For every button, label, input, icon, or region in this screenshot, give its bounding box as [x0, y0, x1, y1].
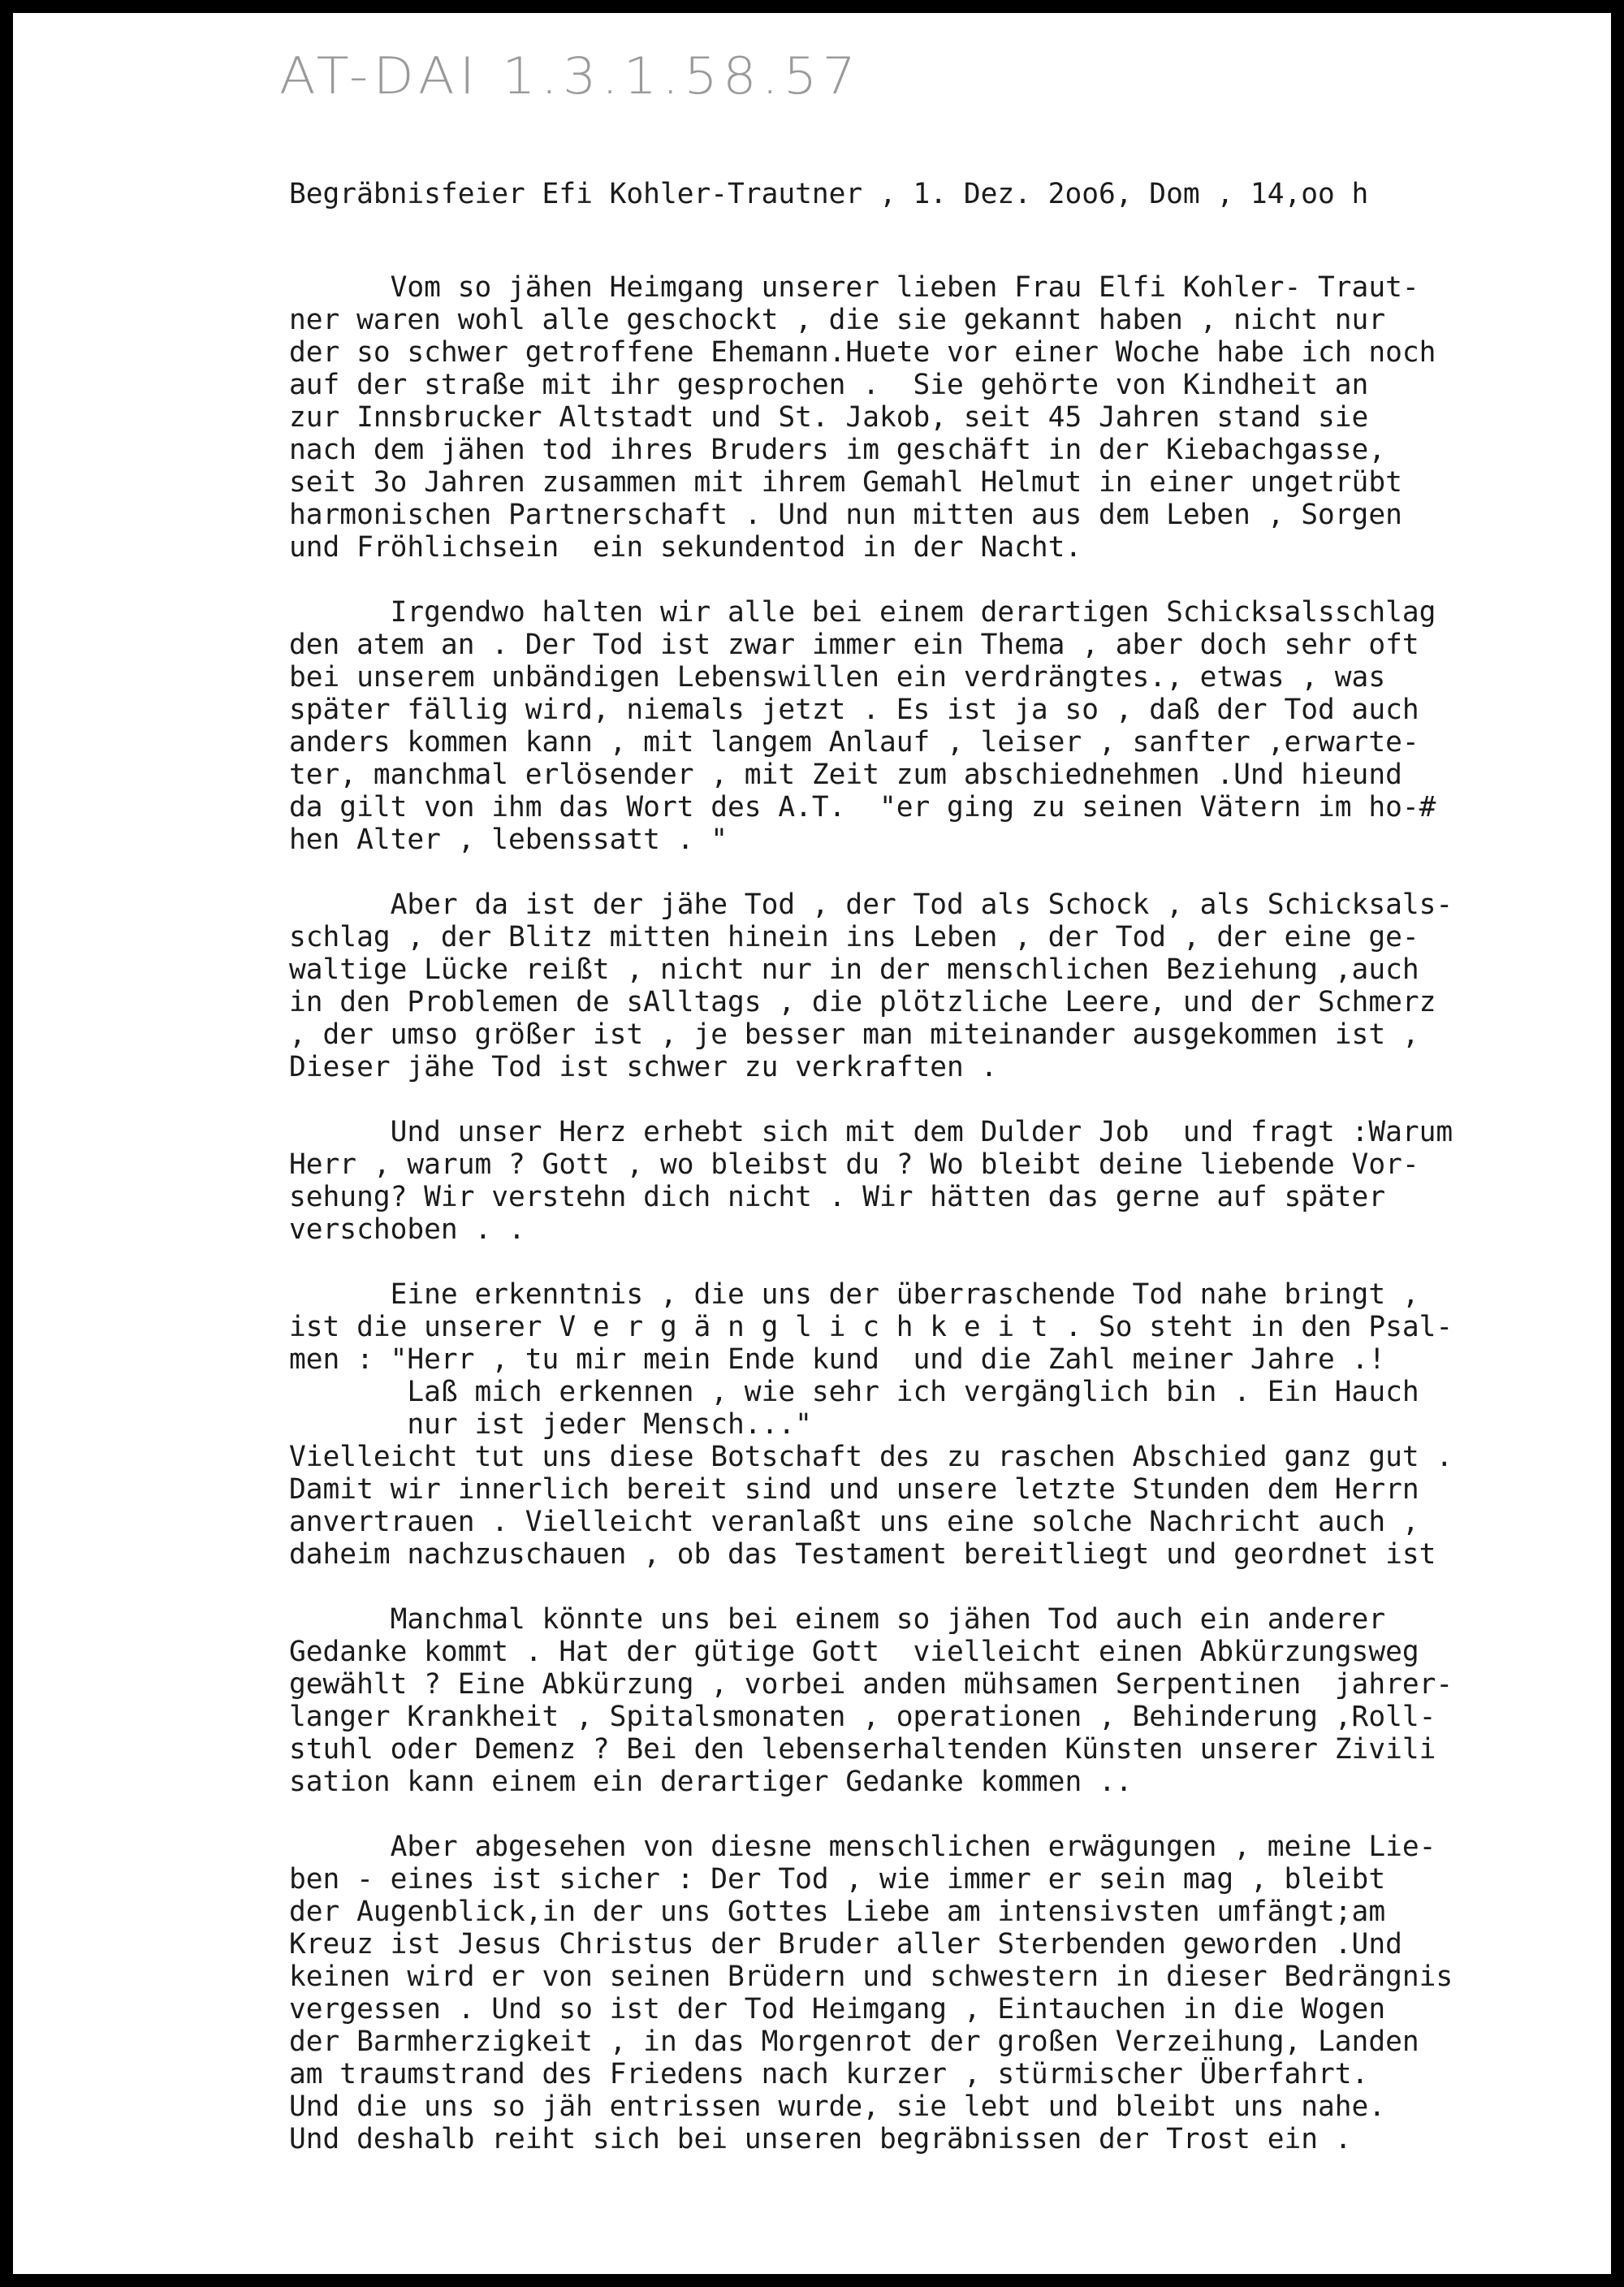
paragraph-gap [289, 1083, 1453, 1116]
document-page [13, 13, 1611, 2274]
paragraph-2-line: hen Alter , lebenssatt . " [289, 824, 728, 856]
paragraph-7-line: Aber abgesehen von diesne menschlichen erwägungen , meine Lie- [289, 1831, 1436, 1863]
paragraph-3-line: in den Problemen de sAlltags , die plötzliche Leere, und der Schmerz [289, 986, 1436, 1018]
paragraph-6-line: Gedanke kommt . Hat der gütige Gott vielleicht einen Abkürzungsweg [289, 1636, 1419, 1668]
paragraph-5-line: nur ist jeder Mensch..." [289, 1408, 812, 1441]
paragraph-2-line: ter, manchmal erlösender , mit Zeit zum abschiednehmen .Und hieund [289, 759, 1402, 791]
paragraph-1-line: zur Innsbrucker Altstadt und St. Jakob, seit 45 Jahren stand sie [289, 401, 1369, 434]
paragraph-5-line: Vielleicht tut uns diese Botschaft des zu raschen Abschied ganz gut . [289, 1441, 1453, 1473]
paragraph-5-line: Laß mich erkennen , wie sehr ich vergänglich bin . Ein Hauch [289, 1376, 1419, 1408]
paragraph-3-line: Dieser jähe Tod ist schwer zu verkraften . [289, 1051, 998, 1083]
paragraph-7-line: der Barmherzigkeit , in das Morgenrot der großen Verzeihung, Landen [289, 2025, 1419, 2058]
paragraph-5-line: daheim nachzuschauen , ob das Testament bereitliegt und geordnet ist [289, 1538, 1436, 1571]
paragraph-2-line: bei unserem unbändigen Lebenswillen ein verdrängtes., etwas , was [289, 661, 1386, 694]
paragraph-gap [289, 1246, 1453, 1278]
paragraph-7-line: vergessen . Und so ist der Tod Heimgang , Eintauchen in die Wogen [289, 1993, 1386, 2025]
paragraph-1-line: ner waren wohl alle geschockt , die sie gekannt haben , nicht nur [289, 304, 1386, 336]
paragraph-1-line: der so schwer getroffene Ehemann.Huete vor einer Woche habe ich noch [289, 336, 1436, 369]
paragraph-3-line: schlag , der Blitz mitten hinein ins Leben , der Tod , der eine ge- [289, 921, 1419, 953]
document-title: Begräbnisfeier Efi Kohler-Trautner , 1. Dez. 2oo6, Dom , 14,oo h [289, 178, 1369, 210]
paragraph-7-line: keinen wird er von seinen Brüdern und schwestern in dieser Bedrängnis [289, 1961, 1453, 1993]
paragraph-7-line: ben - eines ist sicher : Der Tod , wie immer er sein mag , bleibt [289, 1863, 1386, 1896]
paragraph-4-line: Und unser Herz erhebt sich mit dem Dulder Job und fragt :Warum [289, 1116, 1453, 1148]
paragraph-7-line: Kreuz ist Jesus Christus der Bruder aller Sterbenden geworden .Und [289, 1928, 1402, 1961]
paragraph-6-line: sation kann einem ein derartiger Gedanke kommen .. [289, 1766, 1133, 1798]
paragraph-3-line: , der umso größer ist , je besser man miteinander ausgekommen ist , [289, 1018, 1419, 1051]
paragraph-6-line: gewählt ? Eine Abkürzung , vorbei anden mühsamen Serpentinen jahrer- [289, 1668, 1453, 1701]
paragraph-1-line: auf der straße mit ihr gesprochen . Sie gehörte von Kindheit an [289, 369, 1369, 401]
paragraph-7-line: der Augenblick,in der uns Gottes Liebe am intensivsten umfängt;am [289, 1896, 1386, 1928]
paragraph-1-line: Vom so jähen Heimgang unserer lieben Frau Elfi Kohler- Traut- [289, 271, 1419, 304]
paragraph-6-line: stuhl oder Demenz ? Bei den lebenserhaltenden Künsten unserer Zivili [289, 1733, 1436, 1766]
paragraph-4-line: verschoben . . [289, 1213, 525, 1246]
typed-body-text [289, 271, 1453, 2155]
paragraph-gap [289, 1571, 1453, 1603]
archive-reference-handwritten: AT-DAI 1.3.1.58.57 [279, 46, 862, 106]
paragraph-1-line: harmonischen Partnerschaft . Und nun mitten aus dem Leben , Sorgen [289, 499, 1402, 531]
paragraph-gap [289, 1798, 1453, 1831]
paragraph-2-line: später fällig wird, niemals jetzt . Es ist ja so , daß der Tod auch [289, 694, 1419, 726]
paragraph-2-line: Irgendwo halten wir alle bei einem derartigen Schicksalsschlag [289, 596, 1436, 629]
paragraph-2-line: da gilt von ihm das Wort des A.T. "er ging zu seinen Vätern im ho-# [289, 791, 1436, 824]
paragraph-5-line: ist die unserer V e r g ä n g l i c h k e i t . So steht in den Psal- [289, 1311, 1453, 1343]
paragraph-6-line: langer Krankheit , Spitalsmonaten , operationen , Behinderung ,Roll- [289, 1701, 1436, 1733]
paragraph-2-line: anders kommen kann , mit langem Anlauf , leiser , sanfter ,erwarte- [289, 726, 1419, 759]
paragraph-6-line: Manchmal könnte uns bei einem so jähen Tod auch ein anderer [289, 1603, 1386, 1636]
paragraph-1-line: und Fröhlichsein ein sekundentod in der Nacht. [289, 531, 1082, 564]
paragraph-4-line: sehung? Wir verstehn dich nicht . Wir hätten das gerne auf später [289, 1181, 1386, 1213]
paragraph-gap [289, 564, 1453, 596]
paragraph-gap [289, 856, 1453, 888]
paragraph-7-line: Und deshalb reiht sich bei unseren begräbnissen der Trost ein . [289, 2123, 1352, 2155]
paragraph-5-line: men : "Herr , tu mir mein Ende kund und die Zahl meiner Jahre .! [289, 1343, 1386, 1376]
paragraph-3-line: waltige Lücke reißt , nicht nur in der menschlichen Beziehung ,auch [289, 953, 1419, 986]
paragraph-1-line: seit 3o Jahren zusammen mit ihrem Gemahl Helmut in einer ungetrübt [289, 466, 1402, 499]
paragraph-7-line: am traumstrand des Friedens nach kurzer , stürmischer Überfahrt. [289, 2058, 1369, 2090]
paragraph-7-line: Und die uns so jäh entrissen wurde, sie lebt und bleibt uns nahe. [289, 2090, 1386, 2123]
paragraph-3-line: Aber da ist der jähe Tod , der Tod als Schock , als Schicksals- [289, 888, 1453, 921]
paragraph-4-line: Herr , warum ? Gott , wo bleibst du ? Wo bleibt deine liebende Vor- [289, 1148, 1419, 1181]
paragraph-2-line: den atem an . Der Tod ist zwar immer ein Thema , aber doch sehr oft [289, 629, 1419, 661]
paragraph-1-line: nach dem jähen tod ihres Bruders im geschäft in der Kiebachgasse, [289, 434, 1386, 466]
paragraph-5-line: Eine erkenntnis , die uns der überraschende Tod nahe bringt , [289, 1278, 1419, 1311]
paragraph-5-line: anvertrauen . Vielleicht veranlaßt uns eine solche Nachricht auch , [289, 1506, 1419, 1538]
paragraph-5-line: Damit wir innerlich bereit sind und unsere letzte Stunden dem Herrn [289, 1473, 1419, 1506]
